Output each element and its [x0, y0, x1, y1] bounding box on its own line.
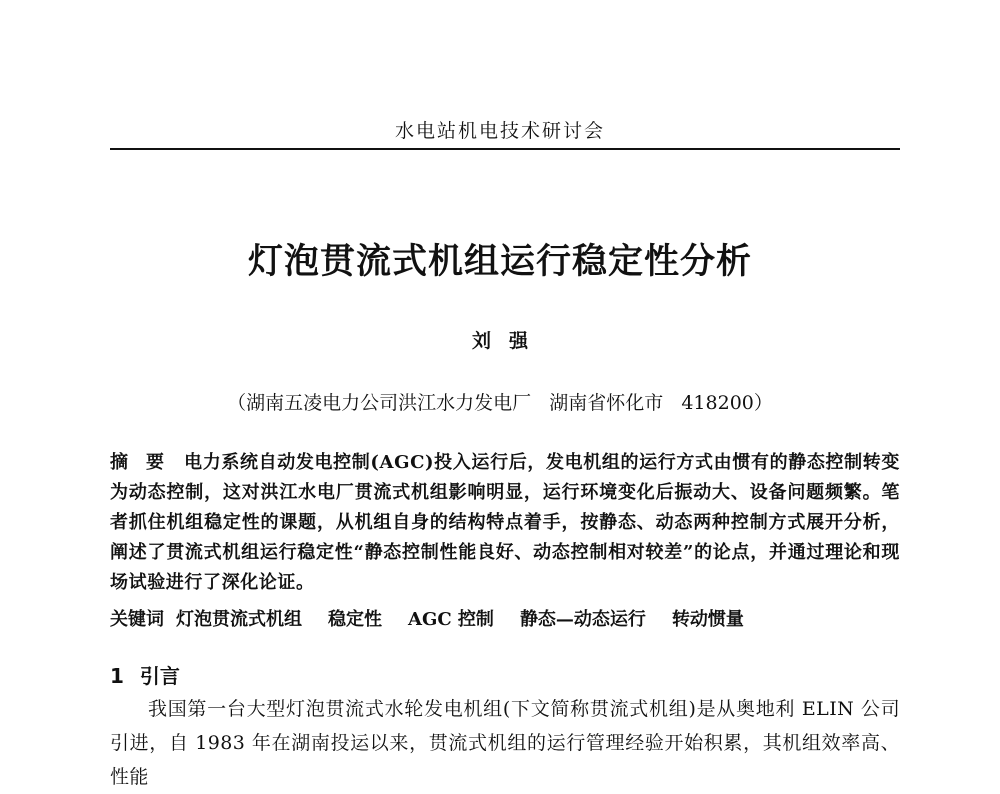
keyword-item: AGC 控制: [408, 609, 494, 630]
running-header: 水电站机电技术研讨会: [394, 120, 605, 142]
section-title: 引言: [139, 664, 180, 688]
keyword-item: 静态—动态运行: [519, 609, 646, 630]
header-rule: [110, 148, 900, 150]
body-paragraph: 我国第一台大型灯泡贯流式水轮发电机组(下文简称贯流式机组)是从奥地利 ELIN 公司引进，自 1983 年在湖南投运以来，贯流式机组的运行管理经验开始积累，其机组效率高、性能: [110, 698, 900, 788]
abstract-label: 摘要: [110, 452, 183, 473]
section-number: 1: [110, 664, 124, 688]
keyword-item: 灯泡贯流式机组: [176, 609, 302, 630]
keyword-item: 转动惯量: [671, 609, 744, 630]
author-name: 刘强: [471, 330, 546, 352]
abstract-text: 电力系统自动发电控制(AGC)投入运行后，发电机组的运行方式由惯有的静态控制转变为动态控制，这对洪江水电厂贯流式机组影响明显，运行环境变化后振动大、设备问题频繁。笔者抓住机组稳定性的课题，从机组自身的结构特点着手，按静态、动态两种控制方式展开分析，阐述了贯流式机组运行稳定性“静态控制性能良好、动态控制相对较差”的论点，并通过理论和现场试验进行了深化论证。: [110, 452, 900, 593]
keywords-label: 关键词: [110, 609, 164, 630]
section-heading: [110, 660, 180, 689]
keywords: [110, 606, 900, 634]
author-affiliation: （湖南五凌电力公司洪江水力发电厂 湖南省怀化市 418200）: [227, 392, 773, 414]
keyword-item: 稳定性: [328, 609, 382, 630]
abstract: [110, 448, 900, 598]
paper-title: 灯泡贯流式机组运行稳定性分析: [247, 241, 752, 282]
